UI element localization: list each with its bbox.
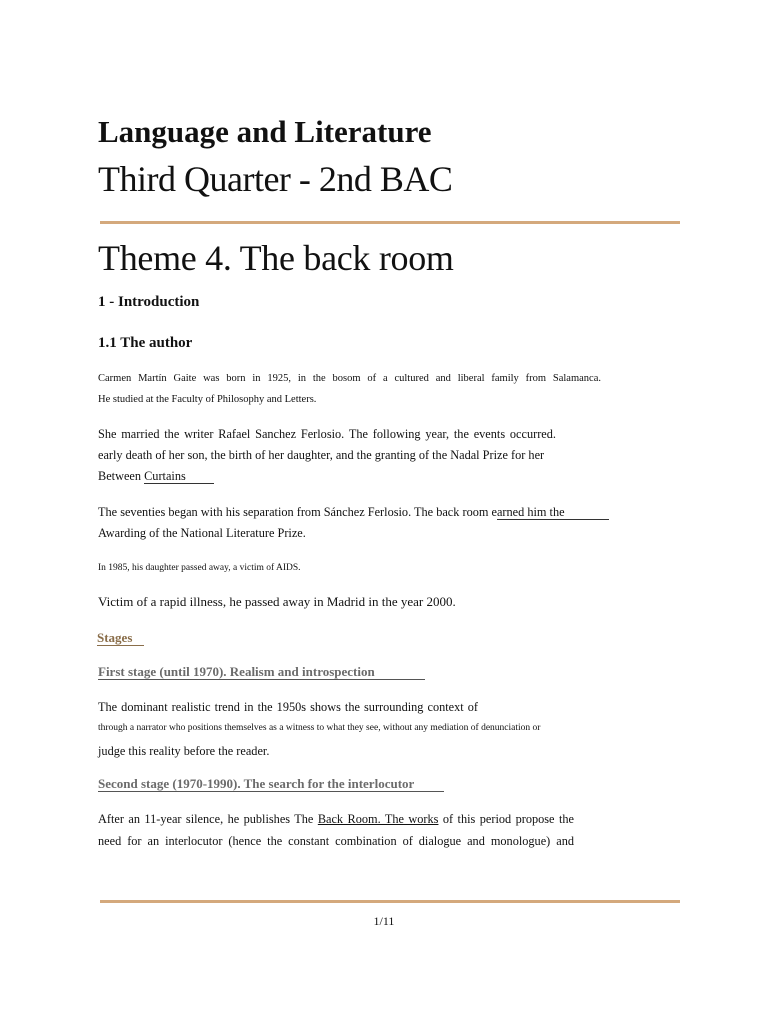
- stages-heading-text: Stages: [97, 630, 144, 646]
- first-stage-heading-text: First stage (until 1970). Realism and introspection: [98, 664, 425, 680]
- second-stage-heading: [98, 775, 444, 793]
- underlined-fragment: arned him the: [497, 505, 609, 520]
- paragraph-line: early death of her son, the birth of her daughter, and the granting of the Nadal Prize for her: [98, 448, 545, 462]
- paragraph-line: [98, 808, 574, 830]
- header-divider: [100, 221, 680, 224]
- section-author-heading: 1.1 The author: [98, 335, 193, 351]
- book-title-curtains: Curtains: [144, 469, 214, 484]
- paragraph-line: Carmen Martín Gaite was born in 1925, in the bosom of a cultured and liberal family from Salamanca.: [98, 373, 601, 384]
- paragraph-line: [98, 466, 556, 487]
- paragraph-marriage: [98, 424, 556, 487]
- paragraph-line: through a narrator who positions themselves as a witness to what they see, without any mediation of denunciation or: [98, 723, 541, 733]
- first-stage-heading: [98, 663, 425, 681]
- paragraph-line: judge this reality before the reader.: [98, 744, 270, 758]
- text-fragment: of this period propose the: [438, 812, 574, 826]
- second-stage-heading-text: Second stage (1970-1990). The search for the interlocutor: [98, 776, 444, 792]
- paragraph-line: Victim of a rapid illness, he passed away in Madrid in the year 2000.: [98, 594, 456, 609]
- paragraph-line: He studied at the Faculty of Philosophy and Letters.: [98, 394, 317, 405]
- paragraph-line: The dominant realistic trend in the 1950s shows the surrounding context of: [98, 700, 478, 714]
- paragraph-second-stage: [98, 808, 574, 852]
- paragraph-first-stage: [98, 697, 541, 763]
- paragraph-birth: [98, 368, 601, 410]
- paragraph-death: [98, 591, 601, 612]
- paragraph-line: [98, 502, 618, 523]
- page-number: 1/11: [373, 914, 395, 928]
- stages-heading: [97, 629, 144, 647]
- theme-heading: Theme 4. The back room: [98, 238, 454, 278]
- document-subtitle: Third Quarter - 2nd BAC: [98, 159, 453, 199]
- paragraph-line: In 1985, his daughter passed away, a victim of AIDS.: [98, 563, 301, 573]
- paragraph-line: She married the writer Rafael Sanchez Ferlosio. The following year, the events occurred.: [98, 427, 556, 441]
- footer-divider: [100, 900, 680, 903]
- text-fragment: The seventies began with his separation from Sánchez Ferlosio. The back room e: [98, 505, 497, 519]
- text-fragment: Between: [98, 469, 145, 483]
- section-introduction-heading: 1 - Introduction: [98, 294, 200, 310]
- document-title: Language and Literature: [98, 114, 432, 149]
- paragraph-seventies: [98, 502, 618, 544]
- text-fragment: After an 11-year silence, he publishes The: [98, 812, 318, 826]
- paragraph-line: Awarding of the National Literature Prize.: [98, 526, 306, 540]
- paragraph-daughter: [98, 558, 601, 579]
- underlined-fragment: Back Room. The works: [317, 812, 439, 826]
- paragraph-line: need for an interlocutor (hence the constant combination of dialogue and monologue) and: [98, 834, 574, 848]
